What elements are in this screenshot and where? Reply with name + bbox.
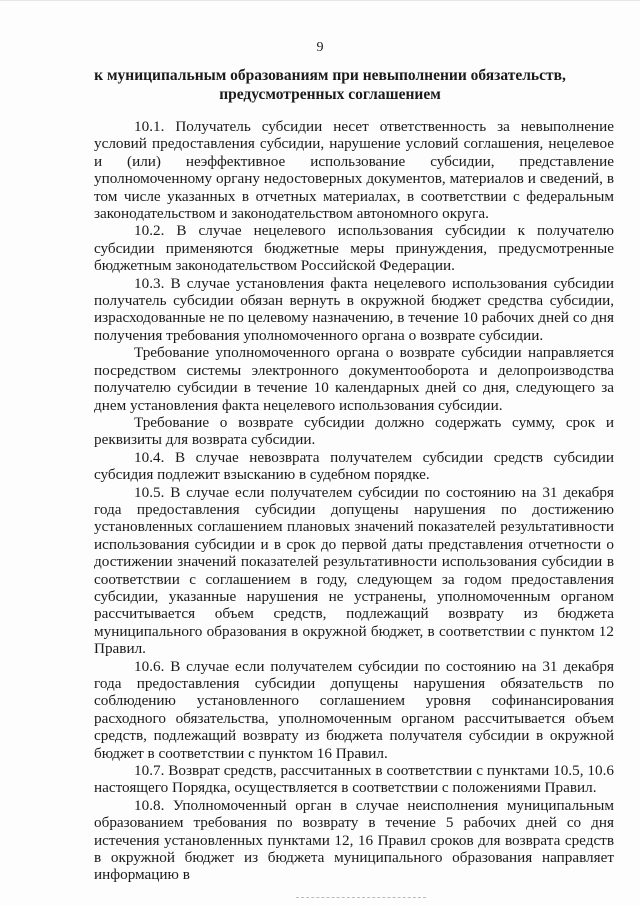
paragraph-requirement-content: Требование о возврате субсидии должно содержать сумму, срок и реквизиты для возврата субсидии. <box>94 413 614 449</box>
paragraph-10-2: 10.2. В случае нецелевого использования субсидии к получателю субсидии применяются бюджетные меры принуждения, предусмотренные бюджетным законодательством Российской Федерации. <box>94 222 614 275</box>
body-text <box>94 118 614 884</box>
paragraph-10-6: 10.6. В случае если получателем субсидии по состоянию на 31 декабря года предоставления субсидии допущены нарушения обязательств по соблюдению установленного соглашением уровня софинансирования расходного обязательства, уполномоченным органом рассчитывается объем средств, подлежащий возврату из бюджета получателя субсидии в окружной бюджет в соответствии с пунктом 16 Правил. <box>94 657 614 762</box>
paragraph-10-4: 10.4. В случае невозврата получателем субсидии средств субсидии субсидия подлежит взысканию в судебном порядке. <box>94 448 614 484</box>
scan-edge <box>0 0 640 5</box>
heading-line-2: предусмотренных соглашением <box>219 86 441 103</box>
paragraph-10-1: 10.1. Получатель субсидии несет ответственность за невыполнение условий предоставления субсидии, нарушение условий соглашения, нецелевое и (или) неэффективное использование субсидии, представление уполномоченному органу недостоверных документов, материалов и сведений, в том числе указанных в отчетных материалах, в соответствии с федеральным законодательством и законодательством автономного округа. <box>94 118 614 223</box>
section-heading <box>60 66 600 104</box>
paragraph-10-8: 10.8. Уполномоченный орган в случае неисполнения муниципальным образованием требования по возврату в течение 5 рабочих дней со дня истечения установленных пунктами 12, 16 Правил сроков для возврата средств в окружной бюджет из бюджета муниципального образования направляет информацию в <box>94 796 614 884</box>
heading-line-1: к муниципальным образованиям при невыполнении обязательств, <box>94 67 566 84</box>
paragraph-10-5: 10.5. В случае если получателем субсидии по состоянию на 31 декабря года предоставления субсидии допущены нарушения по достижению установленных соглашением плановых значений показателей результативности использования субсидии и в срок до первой даты представления отчетности о достижении значений показателей результативности использования субсидии в соответствии с соглашением в году, следующем за годом предоставления субсидии, указанные нарушения не устранены, уполномоченным органом рассчитывается объем средств, подлежащий возврату из бюджета муниципального образования в окружной бюджет, в соответствии с пунктом 12 Правил. <box>94 483 614 658</box>
page-number: 9 <box>316 40 324 55</box>
paragraph-requirement: Требование уполномоченного органа о возврате субсидии направляется посредством системы электронного документооборота и делопроизводства получателю субсидии в течение 10 календарных дней со дня, следующего за днем установления факта нецелевого использования субсидии. <box>94 344 614 414</box>
scan-artifact-line <box>296 897 426 898</box>
paragraph-10-3: 10.3. В случае установления факта нецелевого использования субсидии получатель субсидии обязан вернуть в окружной бюджет средства субсидии, израсходованные не по целевому назначению, в течение 10 рабочих дней со дня получения требования уполномоченного органа о возврате субсидии. <box>94 274 614 344</box>
paragraph-10-7: 10.7. Возврат средств, рассчитанных в соответствии с пунктами 10.5, 10.6 настоящего Порядка, осуществляется в соответствии с положениями Правил. <box>94 762 614 797</box>
